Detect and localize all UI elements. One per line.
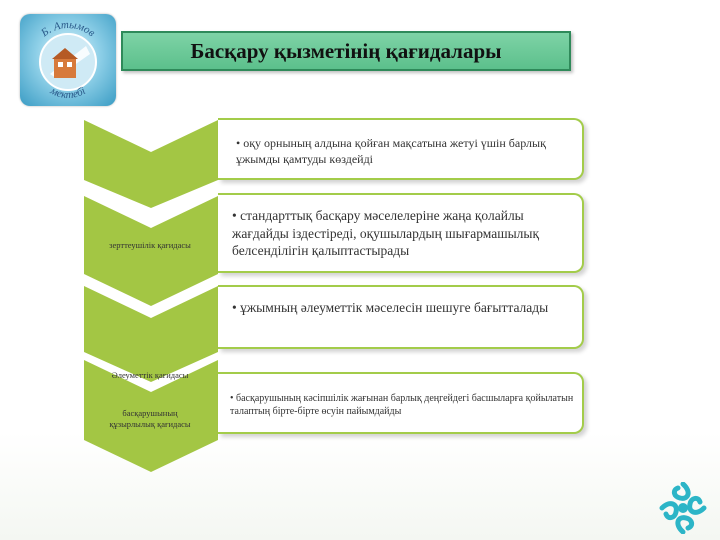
logo-text-bottom: мектебі [48, 84, 88, 102]
principle-box-1: • оқу орнының алдына қойған мақсатына жетуі үшін барлық ұжымды қамтуды көздейді [218, 118, 584, 180]
title-box [121, 31, 571, 71]
ornament-icon [658, 482, 708, 534]
principle-box-4: • басқарушының кәсіпшілік жағынан барлық деңгейдегі басшыларға қойылатын талаптың бірте-бірте өсуін пайымдайды [218, 372, 584, 434]
principle-box-2: • стандарттық басқару мәселелеріне жаңа қолайлы жағдайды іздестіреді, оқушылардың шығармашылық белсенділігін қалыптастырады [218, 193, 584, 273]
logo-text-top: Б. Атымов [39, 18, 98, 40]
page-title: Басқару қызметінің қағидалары [190, 38, 502, 63]
principle-text-4: басқарушының кәсіпшілік жағынан барлық деңгейдегі басшыларға қойылатын талаптың бірте-бірте өсуін пайымдайды [230, 393, 574, 417]
chevron-1 [84, 108, 218, 208]
school-logo [20, 14, 116, 106]
principle-text-3: ұжымның әлеуметтік мәселесін шешуге бағытталады [240, 300, 549, 315]
chevron-label-competence: басқарушының құзырлылық қағидасы [109, 408, 191, 430]
principle-text-2: стандарттық басқару мәселелеріне жаңа қолайлы жағдайды іздестіреді, оқушылардың шығармашылық белсенділігін қалыптастырады [232, 208, 540, 259]
principle-text-1: оқу орнының алдына қойған мақсатына жетуі үшін барлық ұжымды қамтуды көздейді [236, 136, 546, 166]
chevron-label-research: зерттеушілік қағидасы [109, 240, 191, 250]
chevron-label-social: Әлеуметтік қағидасы [111, 370, 189, 380]
principle-box-3: • ұжымның әлеуметтік мәселесін шешуге бағытталады [218, 285, 584, 349]
